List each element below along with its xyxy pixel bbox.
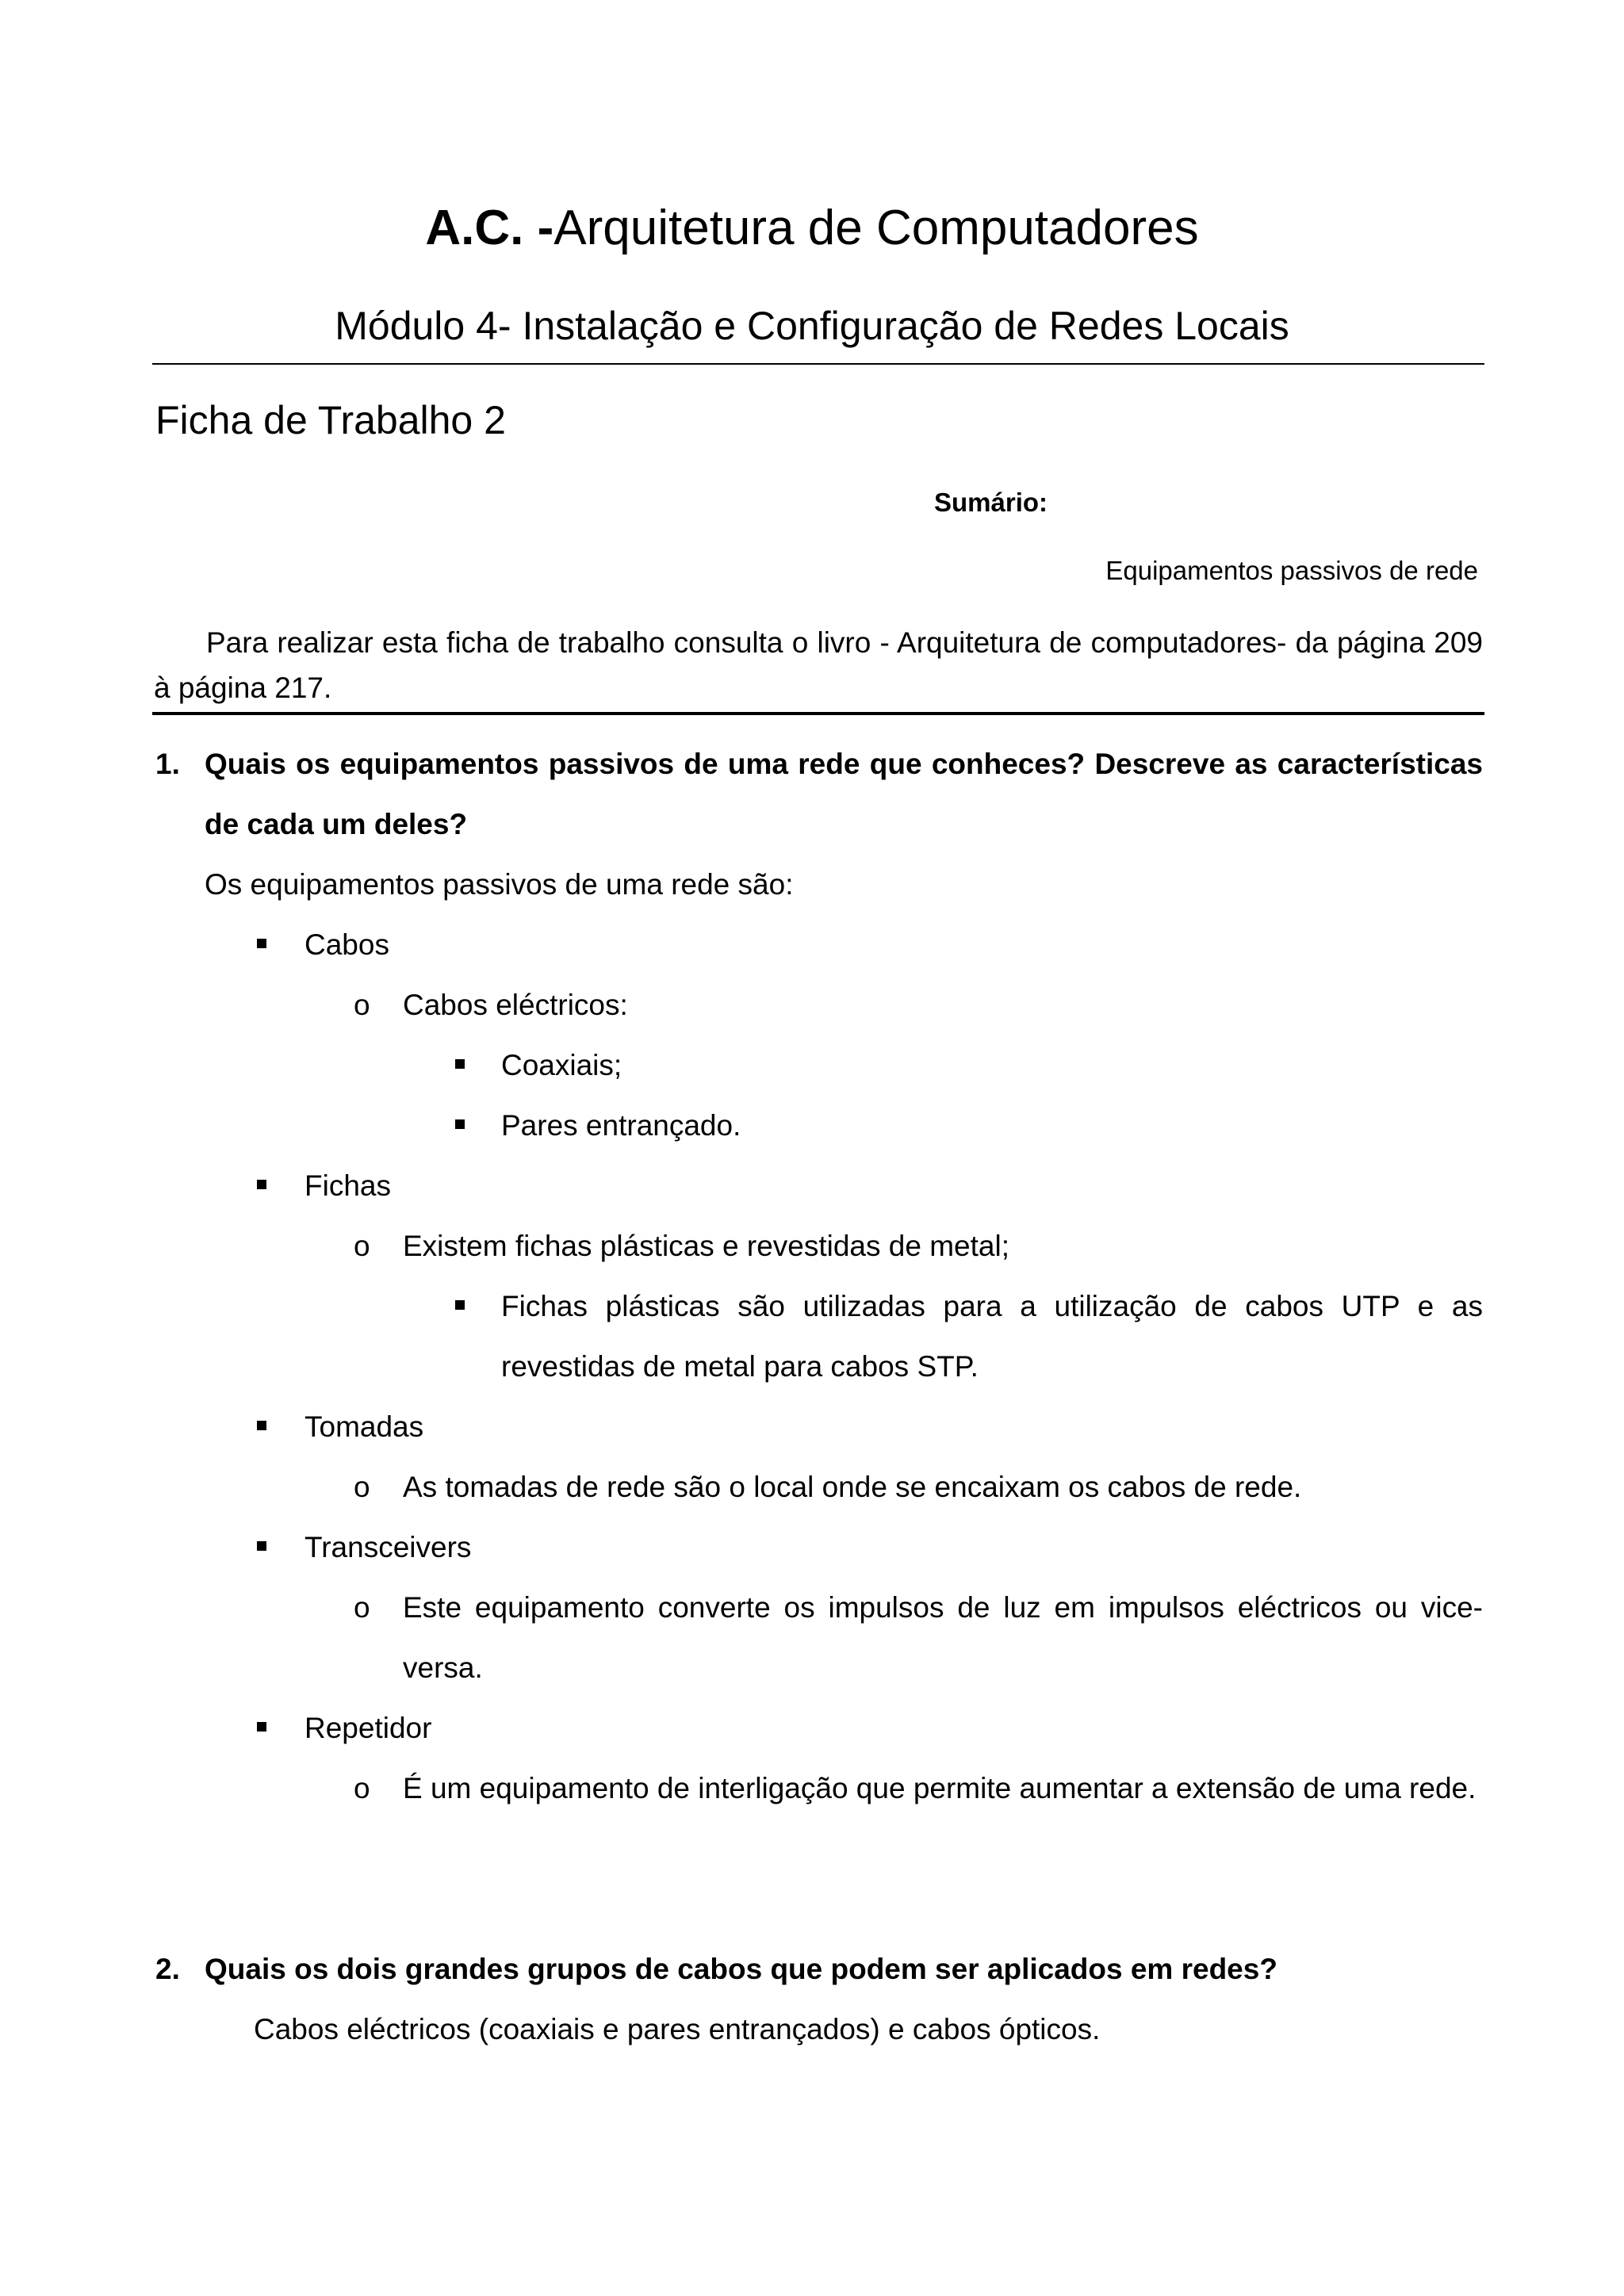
list-item-repetidor: Repetidor — [304, 1712, 432, 1744]
square-bullet-icon — [455, 1059, 465, 1069]
title-text: Arquitetura de Computadores — [553, 201, 1199, 255]
circle-bullet-icon: o — [354, 1230, 370, 1262]
list-item-cabos: Cabos — [304, 928, 389, 961]
list-subitem-fichas-tipos: Existem fichas plásticas e revestidas de metal; — [403, 1230, 1009, 1262]
circle-bullet-icon: o — [354, 989, 370, 1021]
list-subsubitem-fichas-uso: Fichas plásticas são utilizadas para a utilização de cabos UTP e as revestidas de metal para cabos STP. — [501, 1290, 1483, 1383]
list-item-transceivers: Transceivers — [304, 1531, 472, 1563]
document-title — [0, 197, 1624, 260]
list-item-fichas: Fichas — [304, 1169, 391, 1202]
square-bullet-icon — [257, 1421, 266, 1430]
square-bullet-icon — [257, 1541, 266, 1551]
question-1-number: 1. — [155, 748, 180, 780]
sheet-title: Ficha de Trabalho 2 — [155, 398, 506, 442]
title-abbreviation: A.C. - — [425, 201, 554, 255]
circle-bullet-icon: o — [354, 1591, 370, 1624]
square-bullet-icon — [257, 939, 266, 948]
summary-text: Equipamentos passivos de rede — [1105, 556, 1478, 585]
question-1-text: Quais os equipamentos passivos de uma rede que conheces? Descreve as características de cada um deles? — [205, 748, 1483, 840]
question-2-text: Quais os dois grandes grupos de cabos que podem ser aplicados em redes? — [205, 1953, 1277, 1985]
circle-bullet-icon: o — [354, 1772, 370, 1804]
summary-label: Sumário: — [934, 488, 1048, 517]
circle-bullet-icon: o — [354, 1471, 370, 1503]
answer-1-intro: Os equipamentos passivos de uma rede são: — [205, 868, 794, 901]
square-bullet-icon — [257, 1180, 266, 1189]
module-subtitle: Módulo 4- Instalação e Configuração de Redes Locais — [335, 304, 1289, 348]
list-subsubitem-pares: Pares entrançado. — [501, 1109, 741, 1142]
answer-2-text: Cabos eléctricos (coaxiais e pares entrançados) e cabos ópticos. — [254, 2013, 1101, 2045]
list-subitem-repetidor: É um equipamento de interligação que permite aumentar a extensão de uma rede. — [403, 1772, 1477, 1804]
square-bullet-icon — [257, 1722, 266, 1732]
list-subsubitem-coaxiais: Coaxiais; — [501, 1049, 622, 1081]
square-bullet-icon — [455, 1119, 465, 1129]
list-subitem-tomadas: As tomadas de rede são o local onde se encaixam os cabos de rede. — [403, 1471, 1302, 1503]
list-item-tomadas: Tomadas — [304, 1410, 424, 1443]
question-2-number: 2. — [155, 1953, 180, 1985]
header-divider — [152, 363, 1484, 365]
intro-divider — [152, 712, 1484, 715]
intro-paragraph: Para realizar esta ficha de trabalho consulta o livro - Arquitetura de computadores- da página 209 à página 217. — [154, 626, 1483, 704]
list-subitem-cabos-electricos: Cabos eléctricos: — [403, 989, 628, 1021]
square-bullet-icon — [455, 1300, 465, 1310]
list-subitem-transceivers: Este equipamento converte os impulsos de luz em impulsos eléctricos ou vice-versa. — [403, 1591, 1483, 1684]
